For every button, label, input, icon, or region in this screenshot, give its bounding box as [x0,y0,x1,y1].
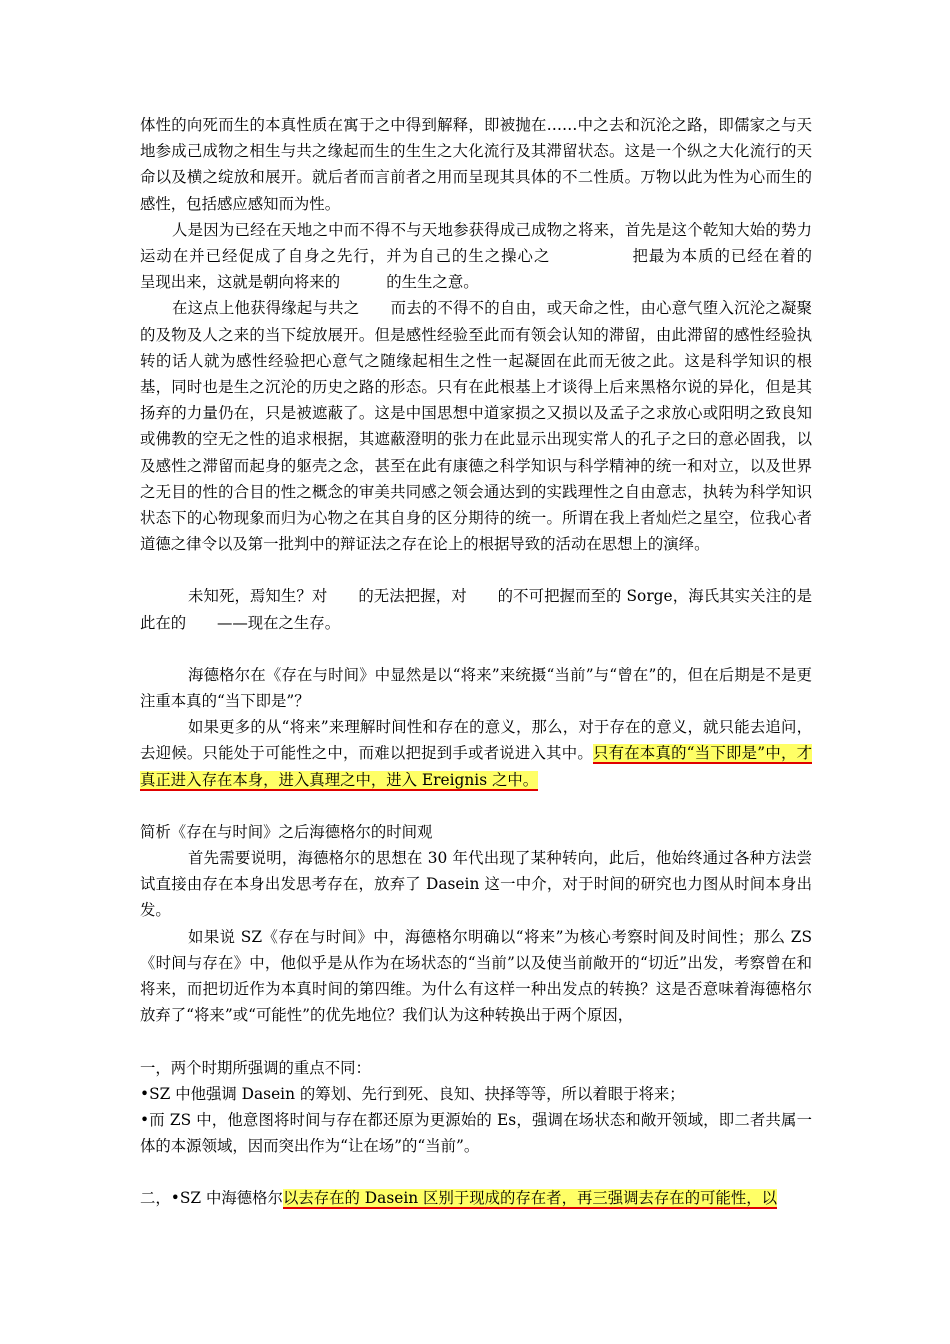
paragraph-1-text: 体性的向死而生的本真性质在寓于之中得到解释，即被抛在……中之去和沉沦之路，即儒家之与天地参成己成物之相生与共之缘起而生的生生之大化流行及其滞留状态。这是一个纵之大化流行的天命以及横之绽放和展开。就后者而言前者之用而呈现其具体的不二性质。万物以此为性为心而生的感性，包括感应感知而为性。 [140,116,812,213]
section-heading [140,819,812,845]
paragraph-8 [140,924,812,1029]
paragraph-8-text: 如果说 SZ《存在与时间》中，海德格尔明确以“将来”为核心考察时间及时间性；那么 ZS《时间与存在》中，他似乎是从作为在场状态的“当前”以及使当前敞开的“切近”出发，考察曾在和将来，而把切近作为本真时间的第四维。为什么有这样一种出发点的转换？这是否意味着海德格尔放弃了“将来”或“可能性”的优先地位？我们认为这种转换出于两个原因， [140,927,812,1025]
document-page [140,112,936,1212]
paragraph-7-text: 首先需要说明，海德格尔的思想在 30 年代出现了某种转向，此后，他始终通过各种方法尝试直接由存在本身出发思考存在，放弃了 Dasein 这一中介，对于时间的研究也力图从时间本身出发。 [140,849,812,920]
paragraph-3-text: 在这点上他获得缘起与共之 而去的不得不的自由，或天命之性，由心意气堕入沉沦之凝聚的及物及人之来的当下绽放展开。但是感性经验至此而有领会认知的滞留，由此滞留的感性经验执转的话人就为感性经验把心意气之随缘起相生之性一起凝固在此而无彼之此。这是科学知识的根基，同时也是生之沉沦的历史之路的形态。只有在此根基上才谈得上后来黑格尔说的异化，但是其扬弃的力量仍在，只是被遮蔽了。这是中国思想中道家损之又损以及孟子之求放心或阳明之致良知或佛教的空无之性的追求根据，其遮蔽澄明的张力在此显示出现实常人的孔子之曰的意必固我，以及感性之滞留而起身的躯壳之念，甚至在此有康德之科学知识与科学精神的统一和对立，以及世界之无目的性的合目的性之概念的审美共同感之领会通达到的实践理性之自由意志，执转为科学知识状态下的心物现象而归为心物之在其自身的区分期待的统一。所谓在我上者灿烂之星空，位我心者道德之律令以及第一批判中的辩证法之存在论上的根据导致的活动在思想上的演绎。 [140,299,812,554]
highlighted-annotation-2: 以去存在的 Dasein 区别于现成的存在者，再三强调去存在的可能性，以 [282,1189,778,1208]
paragraph-gap [140,636,812,662]
paragraph-3 [140,295,812,557]
list-item-1-text: •SZ 中他强调 Dasein 的筹划、先行到死、良知、抉择等等，所以着眼于将来； [140,1084,685,1103]
paragraph-1 [140,112,812,217]
paragraph-6-text: 如果更多的从“将来”来理解时间性和存在的意义，那么，对于存在的意义，就只能去追问，去迎候。只能处于可能性之中，而难以把捉到手或者说进入其中。 [140,718,812,763]
paragraph-5-text: 海德格尔在《存在与时间》中显然是以“将来”来统摄“当前”与“曾在”的，但在后期是不是更注重本真的“当下即是”？ [140,665,812,711]
paragraph-gap [140,1029,812,1055]
list-item-2 [140,1107,812,1159]
paragraph-9-text: 二，•SZ 中海德格尔 [140,1189,283,1208]
paragraph-9 [140,1185,812,1211]
paragraph-gap [140,557,812,583]
highlighted-annotation-1: 只有在本真的“当下即是”中，才真正进入存在本身，进入真理之中，进入 Ereignis 之中。 [140,744,812,789]
list-title-text: 一，两个时期所强调的重点不同： [140,1058,371,1077]
paragraph-4-text: 未知死，焉知生？对 的无法把握，对 的不可把握而至的 Sorge，海氏其实关注的是此在的 ——现在之生存。 [140,587,812,632]
paragraph-2-text: 人是因为已经在天地之中而不得不与天地参获得成己成物之将来，首先是这个乾知大始的势力运动在并已经促成了自身之先行，并为自己的生之操心之 把最为本质的已经在着的 呈现出来，这就是朝向将来的 的生生之意。 [140,220,936,292]
list-item-2-text: •而 ZS 中，他意图将时间与存在都还原为更源始的 Es，强调在场状态和敞开领域，即二者共属一体的本源领域，因而突出作为“让在场”的“当前”。 [140,1110,812,1156]
paragraph-2 [140,217,936,296]
section-heading-text: 简析《存在与时间》之后海德格尔的时间观 [140,822,433,841]
paragraph-4 [140,583,812,635]
paragraph-5 [140,662,812,714]
list-item-1 [140,1081,812,1107]
paragraph-gap [140,793,812,819]
list-title [140,1055,812,1081]
paragraph-6 [140,714,812,793]
paragraph-gap [140,1159,812,1185]
paragraph-7 [140,845,812,924]
